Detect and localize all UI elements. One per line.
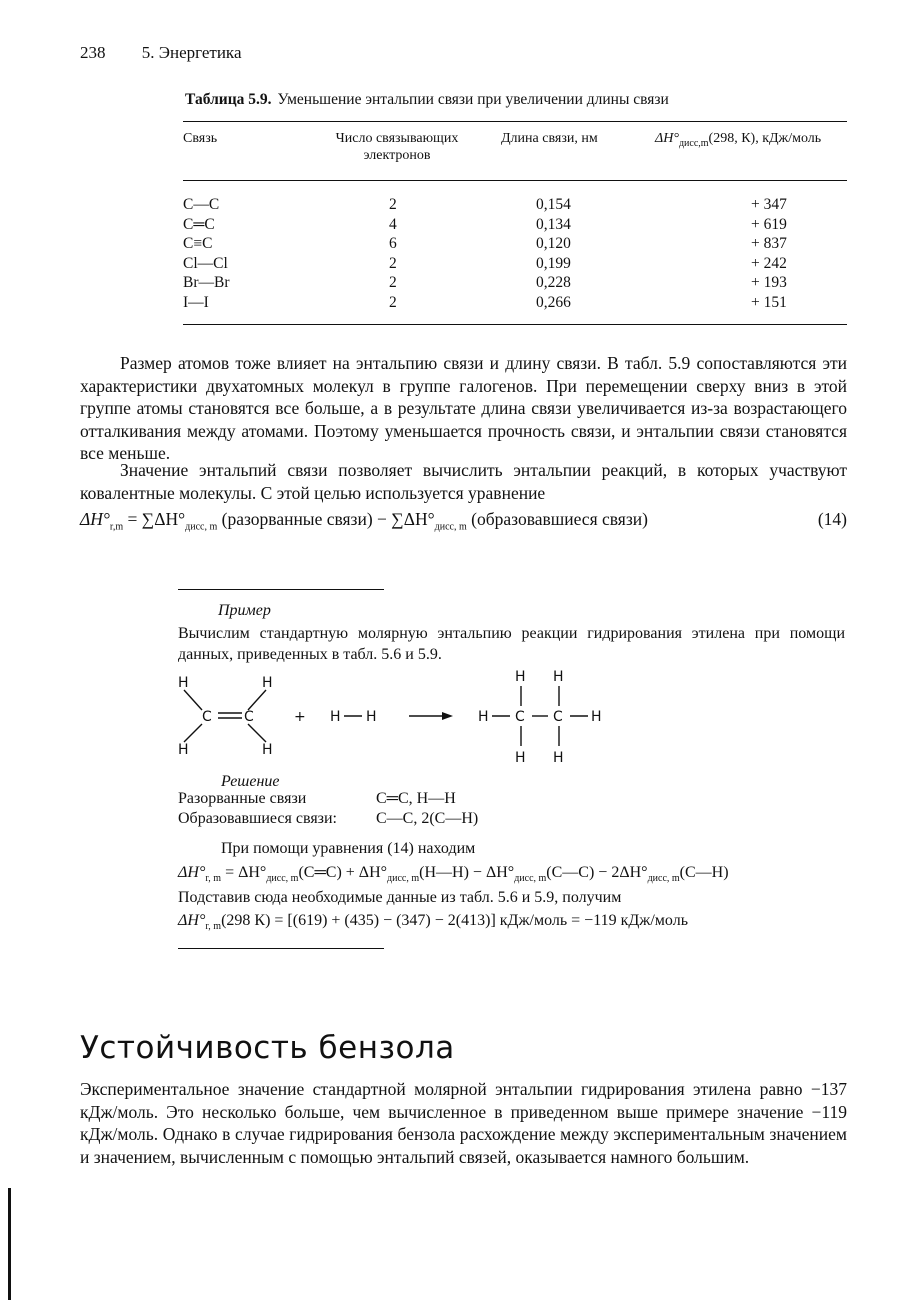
- cell-length: 0,266: [501, 293, 655, 325]
- cell-enthalpy: + 347: [751, 196, 787, 213]
- example-equation: [178, 864, 729, 885]
- table-row: [183, 254, 847, 274]
- header-bond: Связь: [183, 122, 307, 181]
- eq-f: (C—H): [679, 864, 729, 881]
- eq14-lhs-sub: r,m: [109, 521, 124, 533]
- atom-label: H: [262, 675, 273, 691]
- bond-line: [248, 724, 266, 742]
- atom-label: H: [515, 669, 526, 685]
- cell-electrons: 4: [389, 215, 397, 233]
- bond-line: [248, 690, 266, 710]
- example-title: Пример: [218, 602, 271, 619]
- cell-enthalpy: + 619: [751, 215, 787, 233]
- header-enthalpy-sub: дисс,m: [678, 137, 709, 149]
- cell-bond: Cl—Cl: [183, 254, 228, 272]
- cell-electrons: 2: [389, 254, 397, 272]
- header-electrons: [307, 122, 501, 181]
- res-a: ΔH°: [178, 912, 206, 929]
- cell-electrons: 2: [389, 196, 397, 213]
- formed-bonds-value: C—C, 2(C—H): [376, 810, 479, 827]
- cell-bond: I—I: [183, 293, 307, 325]
- eq-c-sub: дисс, m: [387, 873, 420, 885]
- eq-e: (C—C) − 2ΔH°: [546, 864, 648, 881]
- header-electrons-text: Число связывающих электронов: [335, 131, 459, 163]
- atom-label: H: [330, 709, 341, 725]
- broken-bonds-label: Разорванные связи: [178, 790, 307, 807]
- cell-electrons: 2: [307, 293, 501, 325]
- chapter-title: 5. Энергетика: [141, 43, 242, 62]
- paragraph-atom-size: Размер атомов тоже влияет на энтальпию связи и длину связи. В табл. 5.9 сопоставляются эти характеристики двухатомных молекул в группе галогенов. При перемещении сверху вниз в этой группе атомы становятся все больше, а в результате длина связи увеличивается из-за возрастающего отталкивания между атомами. Поэтому уменьшается прочность связи, и энтальпии связи становятся все меньше.: [80, 353, 847, 463]
- result-equation: [178, 912, 688, 933]
- cell-length: 0,154: [536, 196, 571, 213]
- cell-enthalpy: + 193: [751, 274, 787, 291]
- bond-line: [184, 690, 202, 710]
- solution-title: Решение: [221, 773, 280, 790]
- atom-label: C: [553, 709, 563, 725]
- atom-label: C: [244, 709, 254, 725]
- section-heading: Устойчивость бензола: [80, 1030, 455, 1066]
- eq-d-sub: дисс, m: [514, 873, 547, 885]
- equation-number: (14): [817, 509, 847, 529]
- eq14-sub2: дисс, m: [434, 521, 467, 533]
- using-equation-line: При помощи уравнения (14) находим: [221, 840, 476, 857]
- cell-bond: C—C: [183, 196, 220, 213]
- table-row: [183, 273, 847, 293]
- atom-label: H: [178, 675, 189, 691]
- res-b: (298 К) = [(619) + (435) − (347) − 2(413)] кДж/моль = −119 кДж/моль: [221, 912, 688, 929]
- eq14-part1: = ∑ΔH°: [123, 509, 186, 529]
- cell-bond: C═C: [183, 215, 215, 233]
- atom-label: H: [553, 669, 564, 685]
- formed-bonds-label: Образовавшиеся связи:: [178, 810, 337, 827]
- cell-bond: Br—Br: [183, 274, 230, 291]
- eq14-sub1: дисс, m: [185, 521, 218, 533]
- header-enthalpy-rest: (298, К), кДж/моль: [708, 131, 822, 146]
- table-caption: [185, 91, 669, 109]
- table-header-row: [183, 122, 847, 181]
- atom-label: H: [262, 742, 273, 758]
- atom-label: H: [178, 742, 189, 758]
- atom-label: C: [202, 709, 212, 725]
- cell-length: 0,120: [536, 235, 571, 252]
- cell-enthalpy: + 837: [751, 235, 787, 252]
- cell-electrons: 6: [389, 235, 397, 252]
- eq-d: (H—H) − ΔH°: [419, 864, 515, 881]
- example-bottom-rule: [178, 948, 384, 949]
- atom-label: H: [515, 750, 526, 766]
- substituting-line: Подставив сюда необходимые данные из табл. 5.6 и 5.9, получим: [178, 889, 622, 906]
- table-row: [183, 234, 847, 254]
- eq-e-sub: дисс, m: [647, 873, 680, 885]
- cell-length: 0,134: [536, 215, 571, 233]
- paragraph-benzene: Экспериментальное значение стандартной молярной энтальпии гидрирования этилена равно −137 кДж/моль. Это несколько больше, чем вычисленное в приведенном выше примере значение −119 кДж/моль. Однако в случае гидрирования бензола расхождение между экспериментальным значением и значением, вычисленным с помощью энтальпий связей, оказывается намного большим.: [80, 1079, 847, 1167]
- broken-bonds-value: C═C, H—H: [376, 790, 456, 807]
- atom-label: H: [478, 709, 489, 725]
- table-row: [183, 293, 847, 325]
- eq14-part2: (разорванные связи) − ∑ΔH°: [217, 509, 435, 529]
- cell-length: 0,199: [536, 254, 571, 272]
- header-length: Длина связи, нм: [501, 122, 655, 181]
- header-enthalpy: [655, 122, 847, 181]
- table-caption-text: Уменьшение энтальпии связи при увеличении длины связи: [277, 91, 669, 108]
- res-a-sub: r, m: [205, 921, 222, 933]
- eq14-lhs: ΔH°: [80, 509, 110, 529]
- table-row: [183, 215, 847, 235]
- equation-14: [80, 509, 847, 533]
- running-header: [80, 43, 273, 63]
- example-top-rule: [178, 589, 384, 590]
- eq-c: (C═C) + ΔH°: [298, 864, 388, 881]
- broken-bonds-row: [178, 790, 456, 808]
- arrow-head: [442, 712, 453, 720]
- cell-electrons: 2: [389, 274, 397, 291]
- bond-enthalpy-table: [183, 121, 847, 325]
- atom-label: H: [366, 709, 377, 725]
- plus-sign: +: [294, 709, 306, 725]
- page-number: 238: [80, 43, 106, 62]
- header-enthalpy-symbol: ΔH°: [655, 131, 679, 146]
- eq-a: ΔH°: [178, 864, 206, 881]
- eq-b-sub: дисс, m: [266, 873, 299, 885]
- example-text: Вычислим стандартную молярную энтальпию реакции гидрирования этилена при помощи данных, приведенных в табл. 5.6 и 5.9.: [178, 625, 845, 663]
- table-row: [183, 181, 847, 215]
- eq-a-sub: r, m: [205, 873, 222, 885]
- cell-length: 0,228: [536, 274, 571, 291]
- paragraph-enthalpy-use: Значение энтальпий связи позволяет вычислить энтальпии реакций, в которых участвуют ковалентные молекулы. С этой целью используется уравнение: [80, 460, 847, 503]
- eq-b: = ΔH°: [221, 864, 267, 881]
- bond-line: [184, 724, 202, 742]
- cell-bond: C≡C: [183, 235, 213, 252]
- cell-enthalpy: + 242: [751, 254, 787, 272]
- atom-label: C: [515, 709, 525, 725]
- cell-enthalpy: + 151: [655, 293, 847, 325]
- hydrogenation-reaction-diagram: [170, 666, 620, 771]
- eq14-part3: (образовавшиеся связи): [466, 509, 648, 529]
- formed-bonds-row: [178, 810, 478, 828]
- table-caption-label: Таблица 5.9.: [185, 91, 272, 108]
- atom-label: H: [553, 750, 564, 766]
- margin-bar: [8, 1188, 11, 1300]
- atom-label: H: [591, 709, 602, 725]
